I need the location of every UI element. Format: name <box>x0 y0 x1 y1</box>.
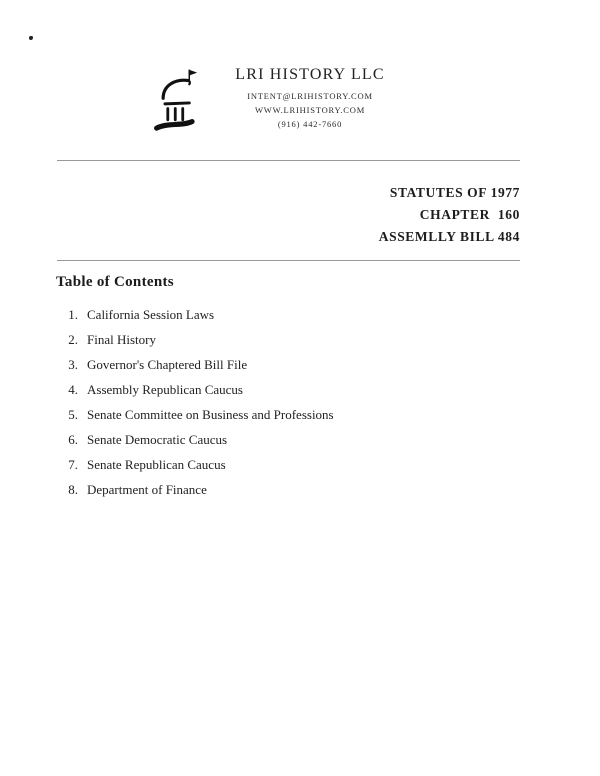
bill-line: ASSEMLLY BILL 484 <box>378 229 520 244</box>
toc-item-label: Department of Finance <box>87 482 207 497</box>
letterhead-text <box>235 62 385 133</box>
toc-item <box>56 457 334 482</box>
statutes-line: STATUTES OF 1977 <box>389 185 520 200</box>
divider-bottom <box>57 260 520 261</box>
scan-artifact-dot <box>29 36 33 40</box>
letterhead <box>0 62 600 138</box>
toc-item <box>56 407 334 432</box>
toc-item-label: Assembly Republican Caucus <box>87 382 243 397</box>
toc-item <box>56 482 334 507</box>
chapter-line: CHAPTER 160 <box>419 207 520 222</box>
toc-item-label: Final History <box>87 332 156 347</box>
company-website: WWW.LRIHISTORY.COM <box>254 105 366 115</box>
toc-item-label: California Session Laws <box>87 307 215 322</box>
toc-item <box>56 332 334 357</box>
toc-list <box>56 307 334 507</box>
company-email: INTENT@LRIHISTORY.COM <box>247 91 373 101</box>
toc-item <box>56 307 334 332</box>
toc-title: Table of Contents <box>56 274 174 290</box>
company-name: LRI HISTORY LLC <box>235 66 385 83</box>
toc-item <box>56 382 334 407</box>
toc-item-label: Senate Democratic Caucus <box>87 432 228 447</box>
toc-item <box>56 432 334 457</box>
divider-top <box>57 160 520 161</box>
toc-item-label: Senate Republican Caucus <box>87 457 226 472</box>
capitol-logo-icon <box>151 66 207 138</box>
toc-item <box>56 357 334 382</box>
document-reference <box>379 182 520 248</box>
toc-item-label: Senate Committee on Business and Professions <box>87 407 334 422</box>
company-phone: (916) 442-7660 <box>277 119 343 129</box>
toc-item-label: Governor's Chaptered Bill File <box>87 357 248 372</box>
